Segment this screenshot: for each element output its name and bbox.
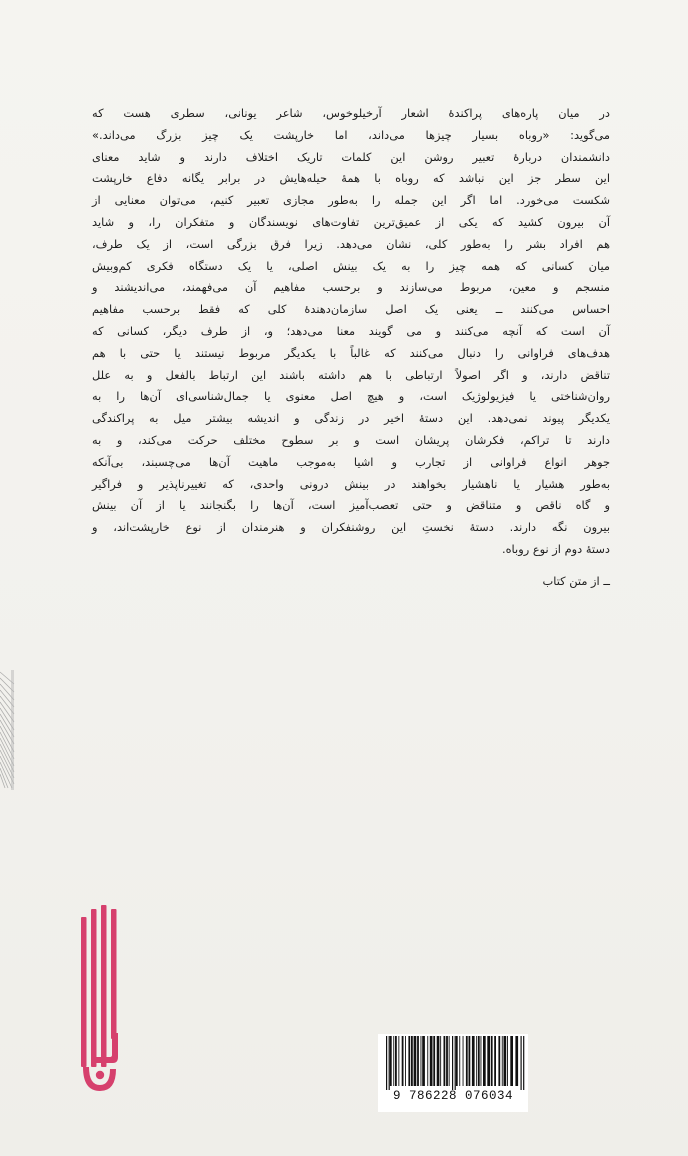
- excerpt-line: و گاه ناقص و متناقض و حتی تعصب‌آمیز است، آن‌ها را بگنجانند یا از آن بینش: [92, 498, 610, 513]
- excerpt-line: به‌طور هشیار یا ناهشیار بخواهند در بینش درونی واحدی، که تغییرناپذیر و فراگیر: [92, 476, 610, 491]
- excerpt-line: هم افراد بشر را به‌طور کلی، نشان می‌دهد. زیرا فرق بزرگی است، از یک طرف،: [92, 236, 610, 251]
- excerpt-line: روان‌شناختی یا فیزیولوژیک است، و هیچ اصل معنوی یا جمال‌شناسی‌ای آن‌ها را به: [92, 389, 610, 404]
- source-attribution: ــ از متن کتاب: [542, 574, 610, 588]
- excerpt-line: تناقض دارند، و اگر اصولاً ارتباطی با هم داشته باشند این ارتباط بالفعل و به علل: [92, 367, 610, 382]
- publisher-wordmark: [292, 1036, 384, 1098]
- barcode-bars: [378, 1034, 528, 1092]
- publisher-logo-icon: [80, 905, 120, 1095]
- excerpt-line: این سطر جز این نباشد که روباه با همهٔ حیله‌هایش در برابر یگانه دفاع خارپشت: [92, 171, 610, 186]
- isbn-number: 9 786228 076034: [392, 1089, 514, 1103]
- excerpt-line: می‌گوید: «روباه بسیار چیزها می‌داند، اما خارپشت یک چیز بزرگ می‌داند.»: [92, 127, 610, 142]
- excerpt-line: شکست می‌خورد. اما اگر این جمله را به‌طور مجازی تعبیر کنیم، می‌توان معنایی از: [92, 193, 610, 208]
- excerpt-line: آن بیرون کشید که یکی از عمیق‌ترین تفاوت‌های نویسندگان و متفکران را، و شاید: [92, 214, 610, 229]
- excerpt-line: دانشمندان دربارهٔ تعبیر روشن این کلمات تاریک اختلاف دارند و شاید معنای: [92, 149, 610, 164]
- excerpt-line: آن است که آنچه می‌کنند و می گویند معنا می‌دهد؛ و، از طرف دیگر، کسانی که: [92, 323, 610, 338]
- edge-texture: [0, 670, 14, 790]
- excerpt-line: یکدیگر پیوند نمی‌دهد. این دستهٔ اخیر در زندگی و اندیشه بیشتر میل به پراکندگی: [92, 411, 610, 426]
- excerpt-line: هدف‌های فراوانی را دنبال می‌کنند که غالباً با یکدیگر مربوط نیستند یا حتی با هم: [92, 345, 610, 360]
- excerpt-line: در میان پاره‌های پراکندهٔ اشعار آرخیلوخوس، شاعر یونانی، سطری هست که: [92, 106, 610, 120]
- excerpt-line: احساس می‌کنند ــ یعنی یک اصل سازمان‌دهندهٔ کلی که فقط برحسب مفاهیم: [92, 302, 610, 317]
- excerpt-line: دستهٔ دوم از نوع روباه.: [501, 541, 610, 556]
- excerpt-line: دارند تا تراکم، فکرشان پریشان است و بر سطوح مختلف حرکت می‌کند، و به: [92, 432, 610, 447]
- book-excerpt: [92, 103, 610, 561]
- excerpt-line: بیرون نگه دارند. دستهٔ نخستِ این روشنفکران و هنرمندان از نوع خارپشت‌اند، و: [92, 520, 610, 535]
- excerpt-line: منسجم و معین، مربوط می‌سازند و برحسب مفاهیم آن می‌فهمند، می‌اندیشند و: [92, 280, 610, 295]
- excerpt-line: میان کسانی که همه چیز را به یک بینش اصلی، یا یک دستگاه فکری کم‌وبیش: [92, 258, 610, 273]
- excerpt-line: جوهر انواع فراوانی از تجارب و اشیا به‌موجب ماهیت آن‌ها می‌چسبند، بی‌آنکه: [92, 454, 610, 469]
- isbn-barcode: [378, 1034, 528, 1112]
